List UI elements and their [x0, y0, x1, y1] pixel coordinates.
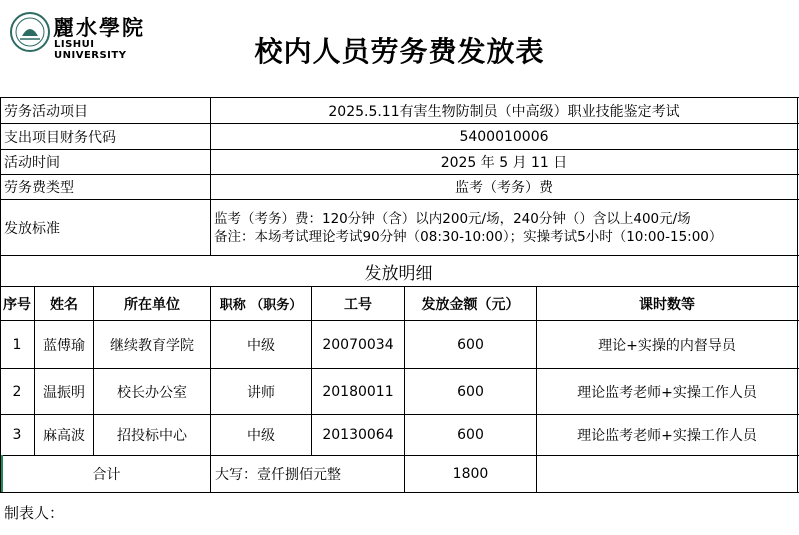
- col-header-id: 工号: [344, 296, 372, 313]
- type-label: 劳务费类型: [4, 180, 74, 196]
- col-header-amount: 发放金额（元）: [421, 296, 520, 313]
- type-value: 监考（考务）费: [455, 180, 553, 196]
- col-header-no: 序号: [3, 296, 31, 313]
- standard-value: [214, 200, 796, 255]
- standard-label: 发放标准: [4, 220, 60, 237]
- col-header-title: 职称 （职务）: [219, 298, 303, 313]
- time-value: 2025 年 5 月 11 日: [440, 155, 568, 171]
- row-note: 理论监考老师+实操工作人员: [577, 428, 757, 444]
- col-header-unit: 所在单位: [124, 296, 180, 313]
- activity-label: 劳务活动项目: [4, 103, 88, 120]
- row-id: 20180011: [322, 383, 394, 400]
- activity-value: 2025.5.11有害生物防制员（中高级）职业技能鉴定考试: [328, 103, 680, 120]
- section-title: 发放明细: [364, 263, 433, 284]
- row-name: 蓝傅瑜: [43, 337, 85, 354]
- logo-chinese-text: 麗水學院: [53, 15, 145, 40]
- row-no: 2: [12, 383, 22, 400]
- row-name: 温振明: [43, 384, 85, 401]
- row-id: 20070034: [322, 336, 394, 353]
- row-unit: 招投标中心: [117, 428, 187, 444]
- col-header-name: 姓名: [50, 296, 78, 313]
- row-no: 1: [12, 336, 22, 353]
- page-title: 校内人员劳务费发放表: [254, 35, 545, 68]
- row-note: 理论监考老师+实操工作人员: [577, 384, 757, 401]
- col-header-note: 课时数等: [639, 296, 695, 313]
- row-no: 3: [12, 427, 22, 443]
- row-title: 中级: [247, 337, 275, 354]
- standard-line-1: 监考（考务）费：120分钟（含）以内200元/场，240分钟（）含以上400元/场: [214, 210, 691, 227]
- logo-english-text: LISHUI UNIVERSITY: [54, 39, 127, 61]
- total-in-words: 大写：壹仟捌佰元整: [215, 467, 341, 483]
- row-name: 麻高波: [43, 428, 85, 444]
- row-amount: 600: [457, 336, 484, 353]
- total-amount: 1800: [452, 466, 489, 482]
- preparer-label: 制表人：: [4, 503, 65, 522]
- row-unit: 继续教育学院: [110, 337, 194, 354]
- code-value: 5400010006: [459, 128, 549, 145]
- row-amount: 600: [457, 427, 484, 443]
- code-label: 支出项目财务代码: [4, 129, 116, 146]
- standard-line-2: 备注：本场考试理论考试90分钟（08:30-10:00）；实操考试5小时（10:00-15:00）: [214, 228, 723, 245]
- row-title: 讲师: [247, 384, 275, 401]
- row-amount: 600: [457, 383, 484, 400]
- total-label: 合计: [92, 467, 121, 483]
- row-title: 中级: [247, 428, 275, 444]
- row-note: 理论+实操的内督导员: [598, 337, 736, 354]
- row-id: 20130064: [322, 427, 394, 443]
- row-unit: 校长办公室: [117, 384, 187, 401]
- time-label: 活动时间: [4, 155, 60, 171]
